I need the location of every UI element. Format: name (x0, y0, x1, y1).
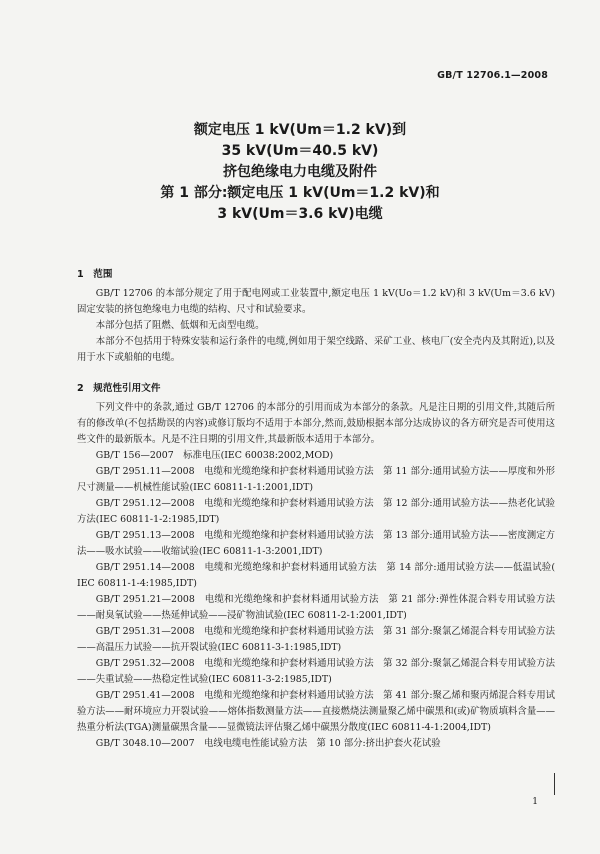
section-2-body (77, 400, 555, 752)
margin-bar (554, 773, 555, 795)
paragraph: 下列文件中的条款,通过 GB/T 12706 的本部分的引用而成为本部分的条款。凡是注日期的引用文件,其随后所有的修改单(不包括勘误的内容)或修订版均不适用于本部分,然而,鼓励根据本部分达成协议的各方研究是否可使用这些文件的最新版本。凡是不注日期的引用文件,其最新版本适用于本部分。 (77, 402, 555, 445)
standard-number: GB/T 12706.1—2008 (437, 70, 548, 81)
section-1-heading: 1 范围 (77, 269, 113, 280)
paragraph: 本部分不包括用于特殊安装和运行条件的电缆,例如用于架空线路、采矿工业、核电厂(安全壳内及其附近),以及用于水下或船舶的电缆。 (77, 336, 555, 363)
section-1-body (77, 286, 555, 366)
reference-item: GB/T 2951.11—2008 电缆和光缆绝缘和护套材料通用试验方法 第 11 部分:通用试验方法——厚度和外形尺寸测量——机械性能试验(IEC 60811-1-1:2001,IDT) (77, 466, 555, 493)
reference-item: GB/T 2951.13—2008 电缆和光缆绝缘和护套材料通用试验方法 第 13 部分:通用试验方法——密度测定方法——吸水试验——收缩试验(IEC 60811-1-3:2001,IDT) (77, 530, 555, 557)
reference-item: GB/T 2951.14—2008 电缆和光缆绝缘和护套材料通用试验方法 第 14 部分:通用试验方法——低温试验( IEC 60811-1-4:1985,IDT) (77, 562, 555, 589)
reference-item: GB/T 2951.32—2008 电缆和光缆绝缘和护套材料通用试验方法 第 32 部分:聚氯乙烯混合料专用试验方法——失重试验——热稳定性试验(IEC 60811-3-2:1985,IDT) (77, 658, 555, 685)
reference-item: GB/T 156—2007 标准电压(IEC 60038:2002,MOD) (95, 450, 334, 461)
section-2-heading: 2 规范性引用文件 (77, 383, 161, 394)
title-line: 35 kV(Um＝40.5 kV) (221, 143, 379, 159)
title-line: 额定电压 1 kV(Um＝1.2 kV)到 (193, 122, 407, 138)
paragraph: GB/T 12706 的本部分规定了用于配电网或工业装置中,额定电压 1 kV(Uo＝1.2 kV)和 3 kV(Um＝3.6 kV)固定安装的挤包绝缘电力电缆的结构、尺寸和试验要求。 (77, 288, 555, 315)
document-title (0, 120, 600, 225)
reference-item: GB/T 2951.41—2008 电缆和光缆绝缘和护套材料通用试验方法 第 41 部分:聚乙烯和聚丙烯混合料专用试验方法——耐环境应力开裂试验——熔体指数测量方法——直接燃烧法测量聚乙烯中碳黑和(或)矿物质填料含量——热重分析法(TGA)测量碳黑含量——显微镜法评估聚乙烯中碳黑分散度(IEC 60811-4-1:2004,IDT) (77, 690, 555, 733)
paragraph: 本部分包括了阻燃、低烟和无卤型电缆。 (95, 320, 265, 331)
page-number: 1 (532, 797, 538, 807)
title-line: 3 kV(Um＝3.6 kV)电缆 (217, 206, 383, 222)
reference-item: GB/T 2951.31—2008 电缆和光缆绝缘和护套材料通用试验方法 第 31 部分:聚氯乙烯混合料专用试验方法——高温压力试验——抗开裂试验(IEC 60811-3-1:1985,IDT) (77, 626, 555, 653)
title-line: 挤包绝缘电力电缆及附件 (223, 164, 377, 180)
title-line: 第 1 部分:额定电压 1 kV(Um＝1.2 kV)和 (160, 185, 440, 201)
reference-item: GB/T 3048.10—2007 电线电缆电性能试验方法 第 10 部分:挤出护套火花试验 (95, 738, 441, 749)
reference-item: GB/T 2951.21—2008 电缆和光缆绝缘和护套材料通用试验方法 第 21 部分:弹性体混合料专用试验方法——耐臭氧试验——热延伸试验——浸矿物油试验(IEC 60811-2-1:2001,IDT) (77, 594, 555, 621)
reference-item: GB/T 2951.12—2008 电缆和光缆绝缘和护套材料通用试验方法 第 12 部分:通用试验方法——热老化试验方法(IEC 60811-1-2:1985,IDT) (77, 498, 555, 525)
